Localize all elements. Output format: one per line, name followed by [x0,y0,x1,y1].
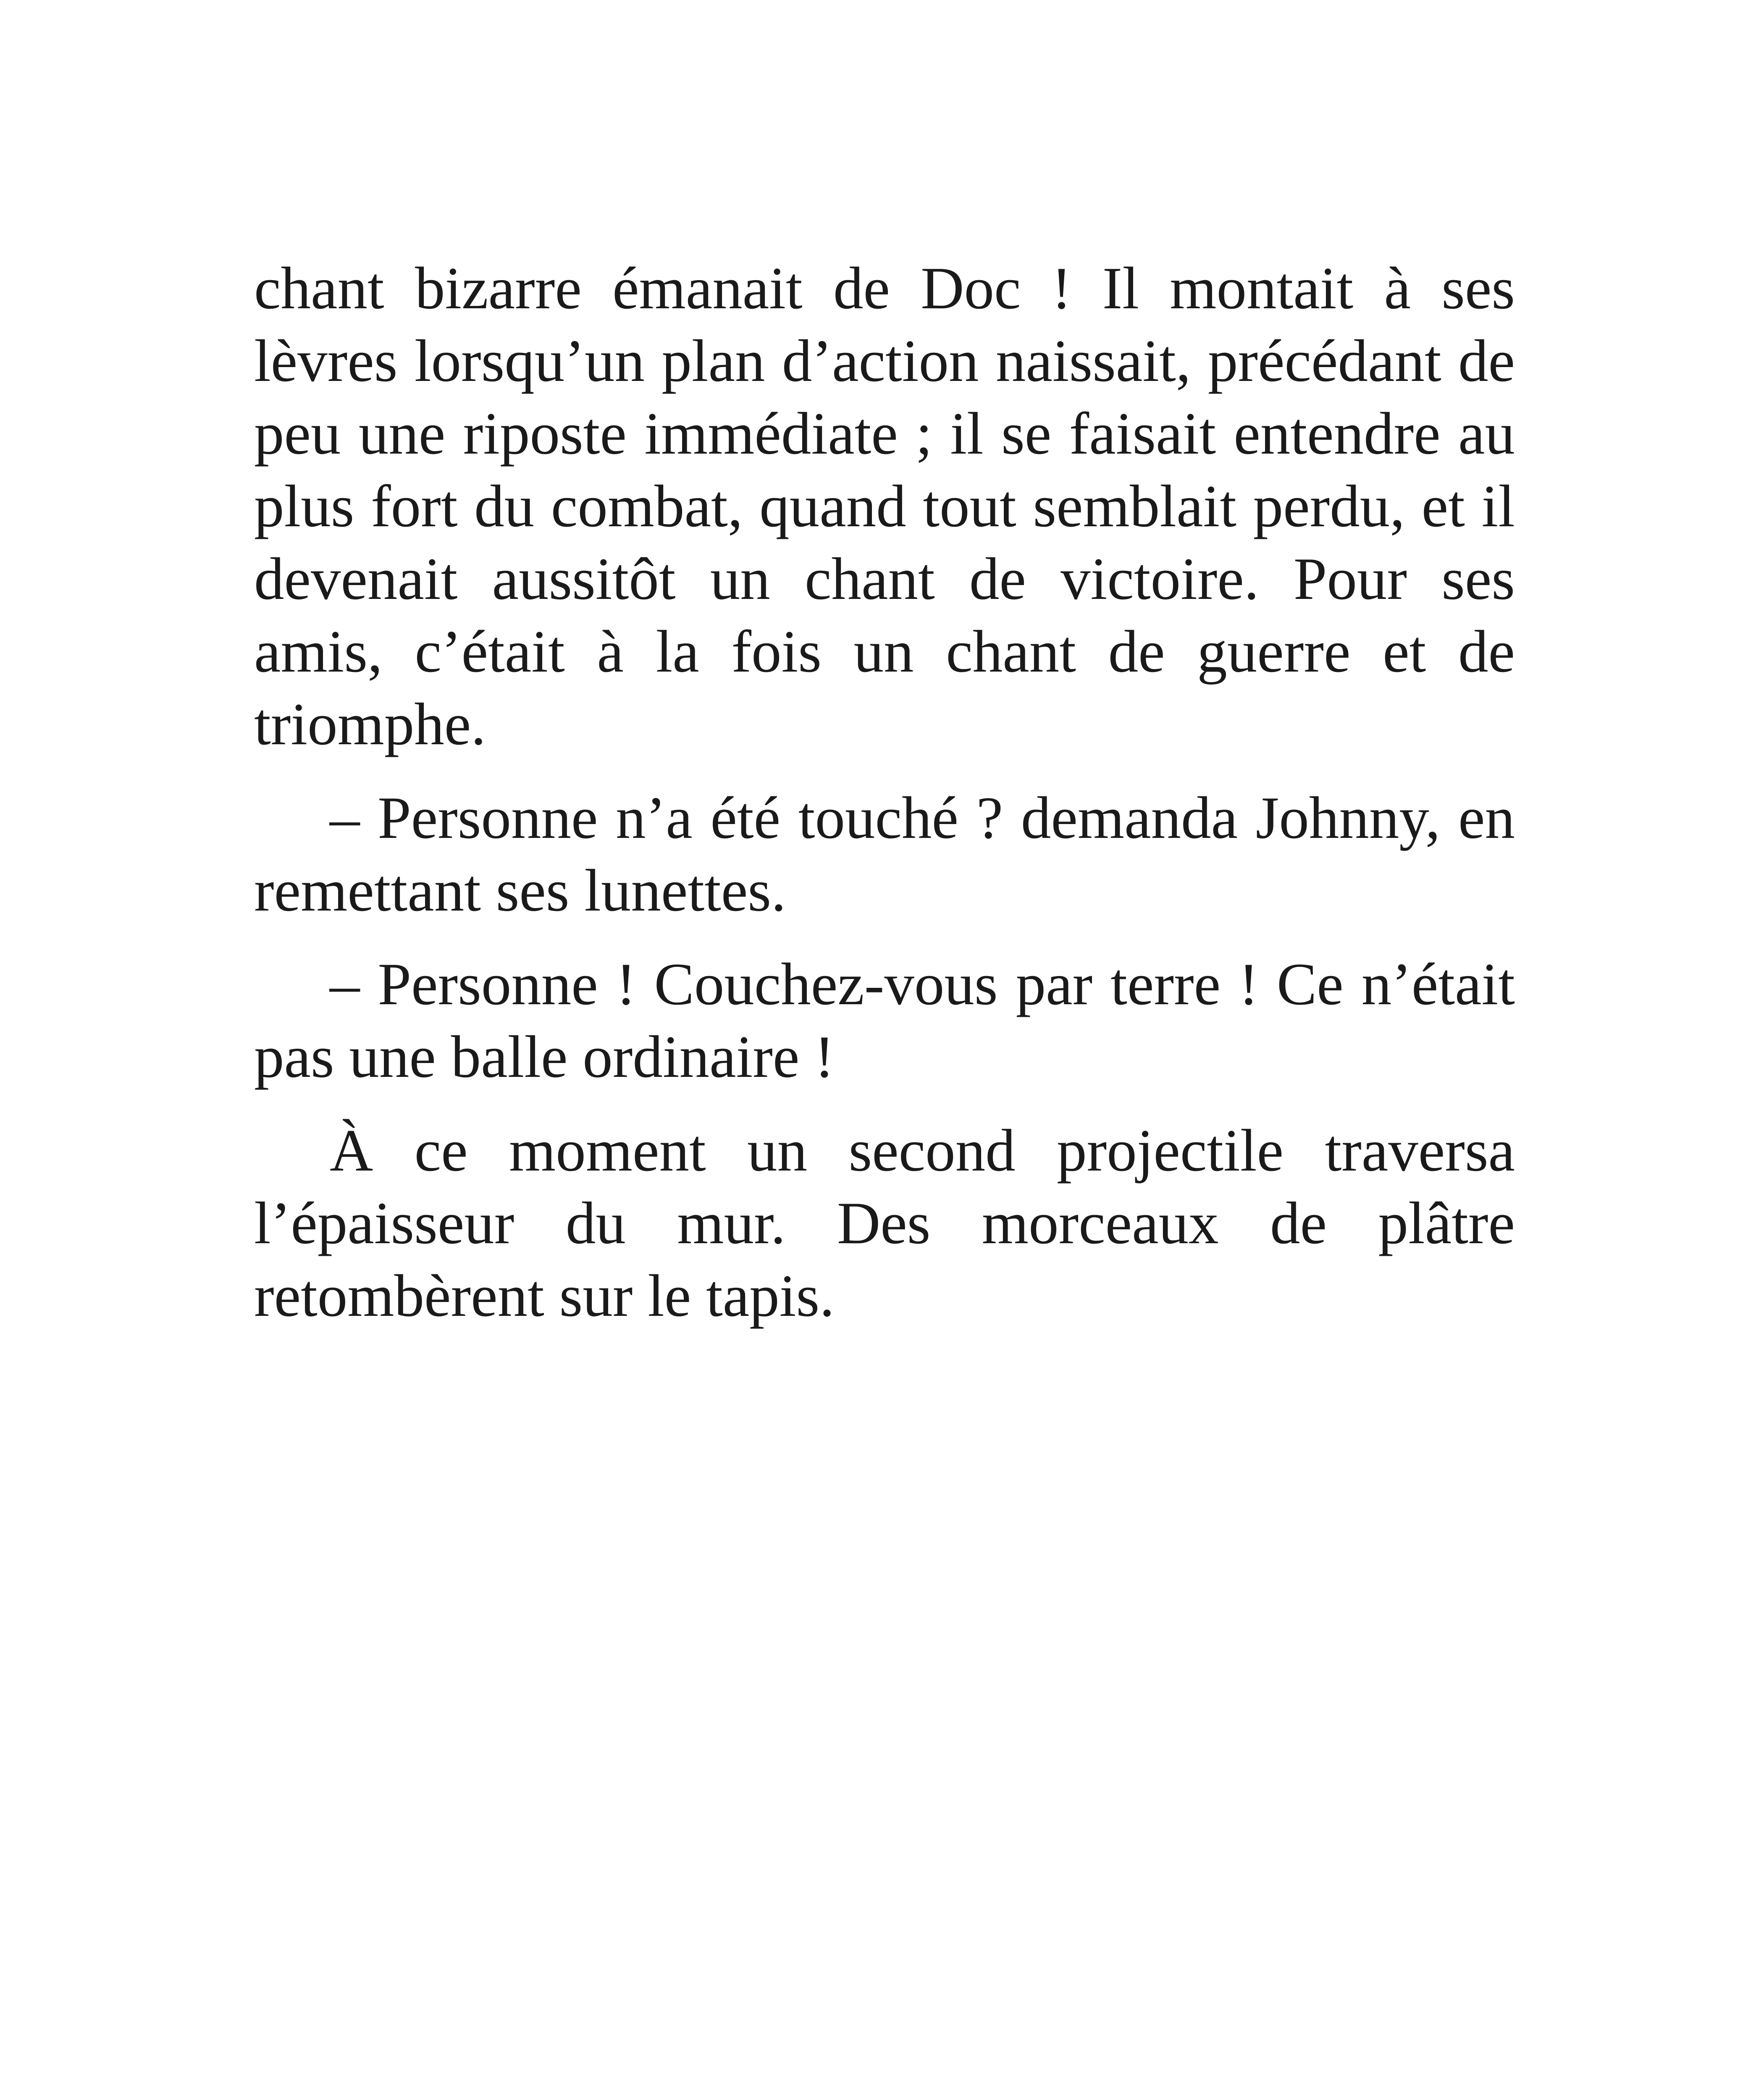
paragraph-dialogue-reply: – Personne ! Couchez-vous par terre ! Ce n’était pas une balle ordinaire ! [254,951,1515,1090]
paragraph-second-projectile: À ce moment un second projectile traversa l’épaisseur du mur. Des morceaux de plâtre retombèrent sur le tapis. [254,1117,1515,1329]
paragraph-dialogue-johnny: – Personne n’a été touché ? demanda Johnny, en remettant ses lunettes. [254,785,1515,924]
body-text [254,252,1515,1353]
paragraph-continuation: chant bizarre émanait de Doc ! Il montait à ses lèvres lorsqu’un plan d’action naissait, précédant de peu une riposte immédiate ; il se faisait entendre au plus fort du combat, quand tout semblait perdu, et il devenait aussitôt un chant de victoire. Pour ses amis, c’était à la fois un chant de guerre et de triomphe. [254,255,1515,757]
